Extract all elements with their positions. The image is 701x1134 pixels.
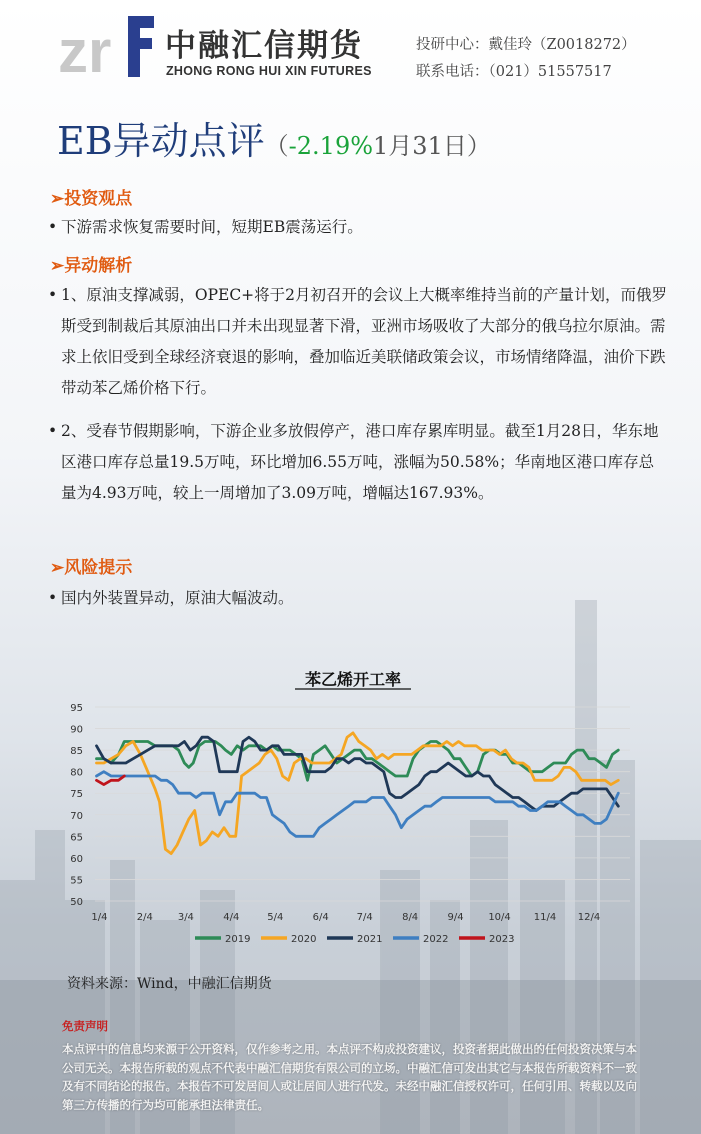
page-title bbox=[57, 116, 491, 171]
analysis-heading: ➢异动解析 bbox=[50, 256, 133, 276]
title-main: EB异动点评 bbox=[57, 119, 265, 163]
y-tick-label: 75 bbox=[70, 789, 83, 801]
styrene-operating-rate-chart bbox=[45, 655, 655, 960]
x-tick-label: 12/4 bbox=[577, 912, 601, 923]
risk-text: 国内外装置异动，原油大幅波动。 bbox=[61, 589, 294, 607]
price-change-badge: -2.19% bbox=[288, 132, 374, 160]
x-tick-label: 2/4 bbox=[136, 912, 153, 923]
y-tick-label: 55 bbox=[70, 875, 83, 887]
y-tick-label: 90 bbox=[70, 724, 83, 736]
risk-heading: ➢风险提示 bbox=[50, 558, 133, 578]
svg-text:zr: zr bbox=[58, 18, 112, 80]
company-name-en: ZHONG RONG HUI XIN FUTURES bbox=[166, 64, 372, 78]
view-bullet bbox=[48, 212, 668, 243]
risk-bullet bbox=[48, 583, 668, 614]
y-tick-label: 85 bbox=[70, 746, 83, 758]
report-header bbox=[0, 0, 701, 95]
legend-label: 2023 bbox=[489, 934, 515, 945]
analysis-bullet-2 bbox=[48, 416, 668, 509]
disclaimer-title: 免责声明 bbox=[62, 1019, 108, 1033]
chart-title: 苯乙烯开工率 bbox=[304, 670, 402, 689]
y-tick-label: 80 bbox=[70, 767, 83, 779]
y-tick-label: 65 bbox=[70, 832, 83, 844]
data-source: 资料来源：Wind，中融汇信期货 bbox=[67, 976, 272, 992]
y-tick-label: 50 bbox=[70, 897, 83, 908]
x-tick-label: 10/4 bbox=[488, 912, 511, 923]
disclaimer-text: 本点评中的信息均来源于公开资料，仅作参考之用。本点评不构成投资建议，投资者据此做出的任何投资决策与本公司无关。本报告所载的观点不代表中融汇信期货有限公司的立场。中融汇信可发出其它与本报告所载资料不一致及有不同结论的报告。本报告不可发居间人或让居间人进行代发。未经中融汇信授权许可，任何引用、转载以及向第三方传播的行为均可能承担法律责任。 bbox=[62, 1042, 637, 1113]
legend-label: 2022 bbox=[423, 934, 449, 945]
y-tick-label: 70 bbox=[70, 810, 83, 822]
y-tick-label: 95 bbox=[70, 703, 83, 714]
title-open-paren: （ bbox=[264, 132, 289, 160]
company-logo-icon bbox=[58, 10, 158, 80]
analysis-text-2: 2、受春节假期影响，下游企业多放假停产，港口库存累库明显。截至1月28日，华东地区港口库存总量19.5万吨，环比增加6.55万吨，涨幅为50.58%；华南地区港口库存总量为4.93万吨，较上一周增加了3.09万吨，增幅达167.93%。 bbox=[61, 422, 659, 502]
analysis-text-1: 1、原油支撑减弱，OPEC+将于2月初召开的会议上大概率维持当前的产量计划，而俄罗斯受到制裁后其原油出口并未出现显著下滑，亚洲市场吸收了大部分的俄乌拉尔原油。需求上依旧受到全球经济衰退的影响，叠加临近美联储政策会议，市场情绪降温，油价下跌带动苯乙烯价格下行。 bbox=[61, 286, 668, 397]
x-tick-label: 9/4 bbox=[447, 912, 464, 923]
view-text: 下游需求恢复需要时间，短期EB震荡运行。 bbox=[61, 218, 363, 236]
x-tick-label: 11/4 bbox=[533, 912, 557, 923]
title-date: 1月31日） bbox=[373, 132, 491, 160]
bullet-dot: • bbox=[48, 589, 58, 607]
legend-label: 2021 bbox=[357, 934, 383, 945]
x-tick-label: 5/4 bbox=[267, 912, 284, 923]
analyst-contact: 投研中心：戴佳玲（Z0018272） bbox=[416, 37, 636, 53]
x-tick-label: 8/4 bbox=[402, 912, 419, 923]
phone-contact: 联系电话：（021）51557517 bbox=[416, 64, 612, 80]
view-heading: ➢投资观点 bbox=[50, 189, 133, 209]
bullet-dot: • bbox=[48, 286, 58, 304]
series-line-2019 bbox=[97, 742, 619, 781]
bullet-dot: • bbox=[48, 422, 58, 440]
chart-canvas bbox=[45, 655, 655, 960]
y-tick-label: 60 bbox=[70, 853, 83, 865]
x-tick-label: 1/4 bbox=[91, 912, 108, 923]
x-tick-label: 7/4 bbox=[356, 912, 373, 923]
analysis-bullet-1 bbox=[48, 280, 668, 404]
x-tick-label: 3/4 bbox=[177, 912, 194, 923]
x-tick-label: 4/4 bbox=[223, 912, 240, 923]
legend-label: 2019 bbox=[225, 934, 251, 945]
bullet-dot: • bbox=[48, 218, 58, 236]
legend-label: 2020 bbox=[291, 934, 317, 945]
company-name-cn: 中融汇信期货 bbox=[165, 28, 363, 64]
x-tick-label: 6/4 bbox=[312, 912, 329, 923]
